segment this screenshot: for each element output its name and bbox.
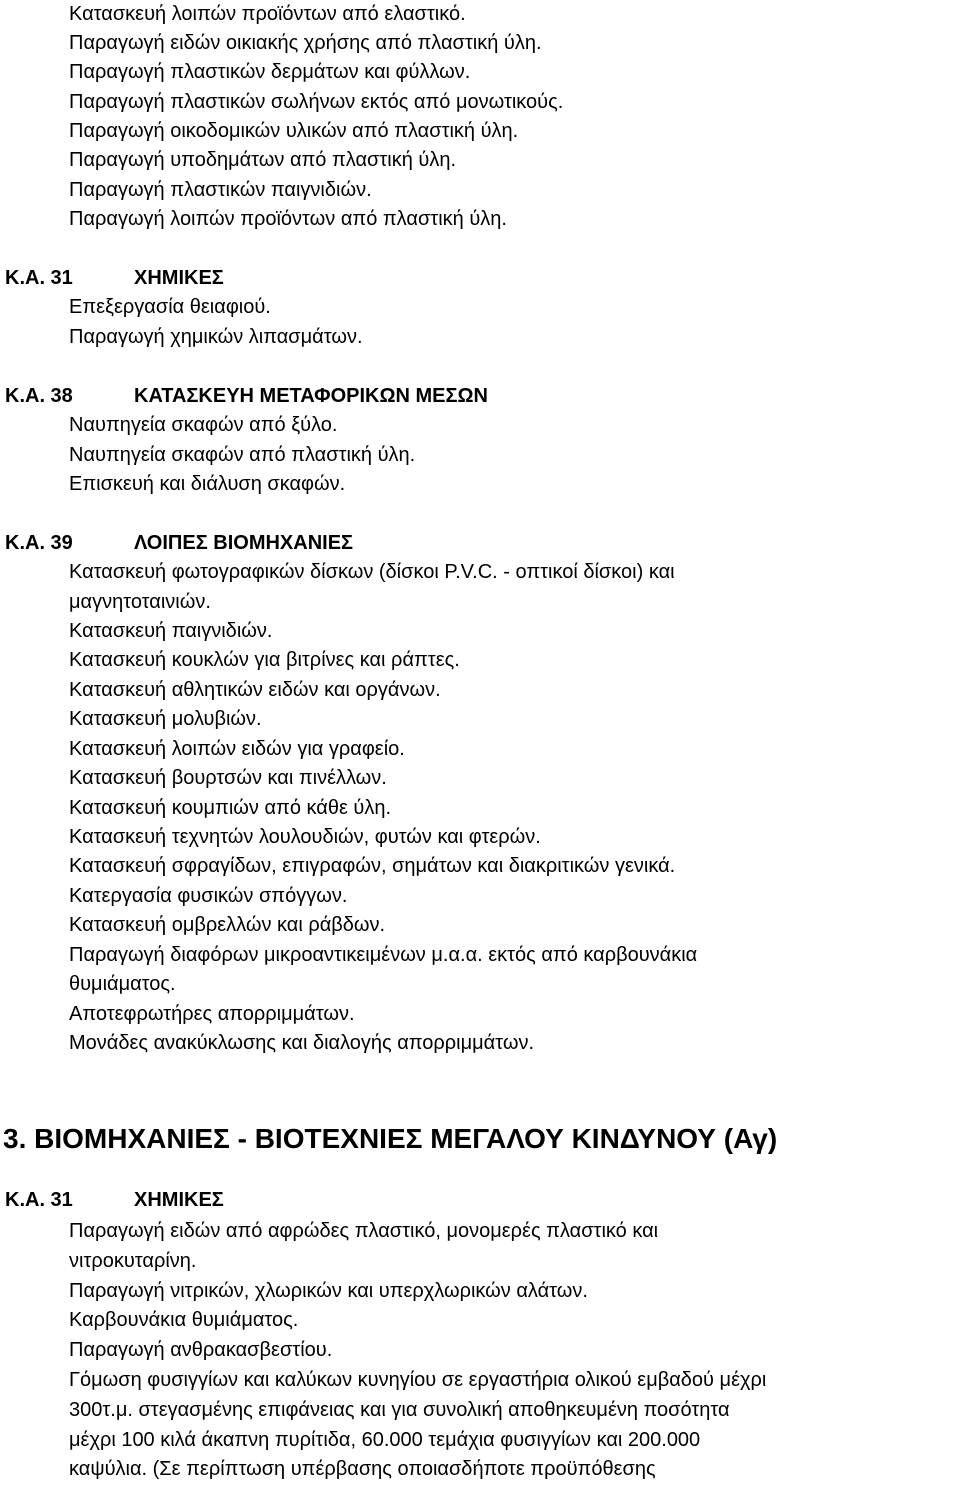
list-item: Κατασκευή σφραγίδων, επιγραφών, σημάτων και διακριτικών γενικά. <box>69 855 676 877</box>
list-item: Κατασκευή ομβρελλών και ράβδων. <box>69 914 386 936</box>
list-item: μαγνητοταινιών. <box>69 591 211 613</box>
section-title: ΧΗΜΙΚΕΣ <box>134 1189 224 1211</box>
list-item: Κατεργασία φυσικών σπόγγων. <box>69 885 348 907</box>
section-code: Κ.Α. 31 <box>5 267 73 289</box>
list-item: Παραγωγή ανθρακασβεστίου. <box>69 1339 333 1361</box>
list-item: Παραγωγή πλαστικών δερμάτων και φύλλων. <box>69 61 471 83</box>
list-item: νιτροκυταρίνη. <box>69 1250 197 1272</box>
list-item: Κατασκευή μολυβιών. <box>69 708 262 730</box>
list-item: Παραγωγή διαφόρων μικροαντικειμένων μ.α.α. εκτός από καρβουνάκια <box>69 944 698 966</box>
list-item: Παραγωγή χημικών λιπασμάτων. <box>69 326 363 348</box>
list-item: Παραγωγή ειδών από αφρώδες πλαστικό, μονομερές πλαστικό και <box>69 1220 659 1242</box>
section-title: ΛΟΙΠΕΣ ΒΙΟΜΗΧΑΝΙΕΣ <box>134 532 354 554</box>
list-item: Κατασκευή κουκλών για βιτρίνες και ράπτες. <box>69 649 460 671</box>
list-item: Κατασκευή τεχνητών λουλουδιών, φυτών και φτερών. <box>69 826 541 848</box>
list-item: Καρβουνάκια θυμιάματος. <box>69 1309 299 1331</box>
list-item: μέχρι 100 κιλά άκαπνη πυρίτιδα, 60.000 τεμάχια φυσιγγίων και 200.000 <box>69 1429 701 1451</box>
section-title: ΚΑΤΑΣΚΕΥΗ ΜΕΤΑΦΟΡΙΚΩΝ ΜΕΣΩΝ <box>134 385 488 407</box>
section-code: Κ.Α. 38 <box>5 385 73 407</box>
list-item: Παραγωγή πλαστικών σωλήνων εκτός από μονωτικούς. <box>69 91 564 113</box>
list-item: Κατασκευή αθλητικών ειδών και οργάνων. <box>69 679 441 701</box>
list-item: Παραγωγή λοιπών προϊόντων από πλαστική ύλη. <box>69 208 507 230</box>
list-item: Ναυπηγεία σκαφών από ξύλο. <box>69 414 338 436</box>
list-item: θυμιάματος. <box>69 973 176 995</box>
list-item: Παραγωγή πλαστικών παιγνιδιών. <box>69 179 372 201</box>
list-item: Παραγωγή νιτρικών, χλωρικών και υπερχλωρικών αλάτων. <box>69 1280 588 1302</box>
list-item: Κατασκευή παιγνιδιών. <box>69 620 273 642</box>
list-item: Παραγωγή ειδών οικιακής χρήσης από πλαστική ύλη. <box>69 32 542 54</box>
list-item: Ναυπηγεία σκαφών από πλαστική ύλη. <box>69 444 416 466</box>
list-item: Κατασκευή φωτογραφικών δίσκων (δίσκοι P.V.C. - οπτικοί δίσκοι) και <box>69 561 675 583</box>
list-item: Παραγωγή υποδημάτων από πλαστική ύλη. <box>69 149 457 171</box>
list-item: Παραγωγή οικοδομικών υλικών από πλαστική ύλη. <box>69 120 519 142</box>
list-item: Μονάδες ανακύκλωσης και διαλογής απορριμμάτων. <box>69 1032 535 1054</box>
list-item: Κατασκευή βουρτσών και πινέλλων. <box>69 767 387 789</box>
list-item: Επισκευή και διάλυση σκαφών. <box>69 473 346 495</box>
list-item: Κατασκευή κουμπιών από κάθε ύλη. <box>69 797 392 819</box>
section-code: Κ.Α. 39 <box>5 532 73 554</box>
list-item: Επεξεργασία θειαφιού. <box>69 296 271 318</box>
section-title: ΧΗΜΙΚΕΣ <box>134 267 224 289</box>
list-item: Κατασκευή λοιπών προϊόντων από ελαστικό. <box>69 3 466 25</box>
section-heading: 3. ΒΙΟΜΗΧΑΝΙΕΣ - ΒΙΟΤΕΧΝΙΕΣ ΜΕΓΑΛΟΥ ΚΙΝΔΥΝΟΥ (Αγ) <box>3 1123 778 1154</box>
list-item: Αποτεφρωτήρες απορριμμάτων. <box>69 1003 355 1025</box>
list-item: Κατασκευή λοιπών ειδών για γραφείο. <box>69 738 405 760</box>
list-item: Γόμωση φυσιγγίων και καλύκων κυνηγίου σε εργαστήρια ολικού εμβαδού μέχρι <box>69 1369 767 1391</box>
list-item: 300τ.μ. στεγασμένης επιφάνειας και για συνολική αποθηκευμένη ποσότητα <box>69 1399 730 1421</box>
list-item: καψύλια. (Σε περίπτωση υπέρβασης οποιασδήποτε προϋπόθεσης <box>69 1458 656 1480</box>
section-code: Κ.Α. 31 <box>5 1189 73 1211</box>
